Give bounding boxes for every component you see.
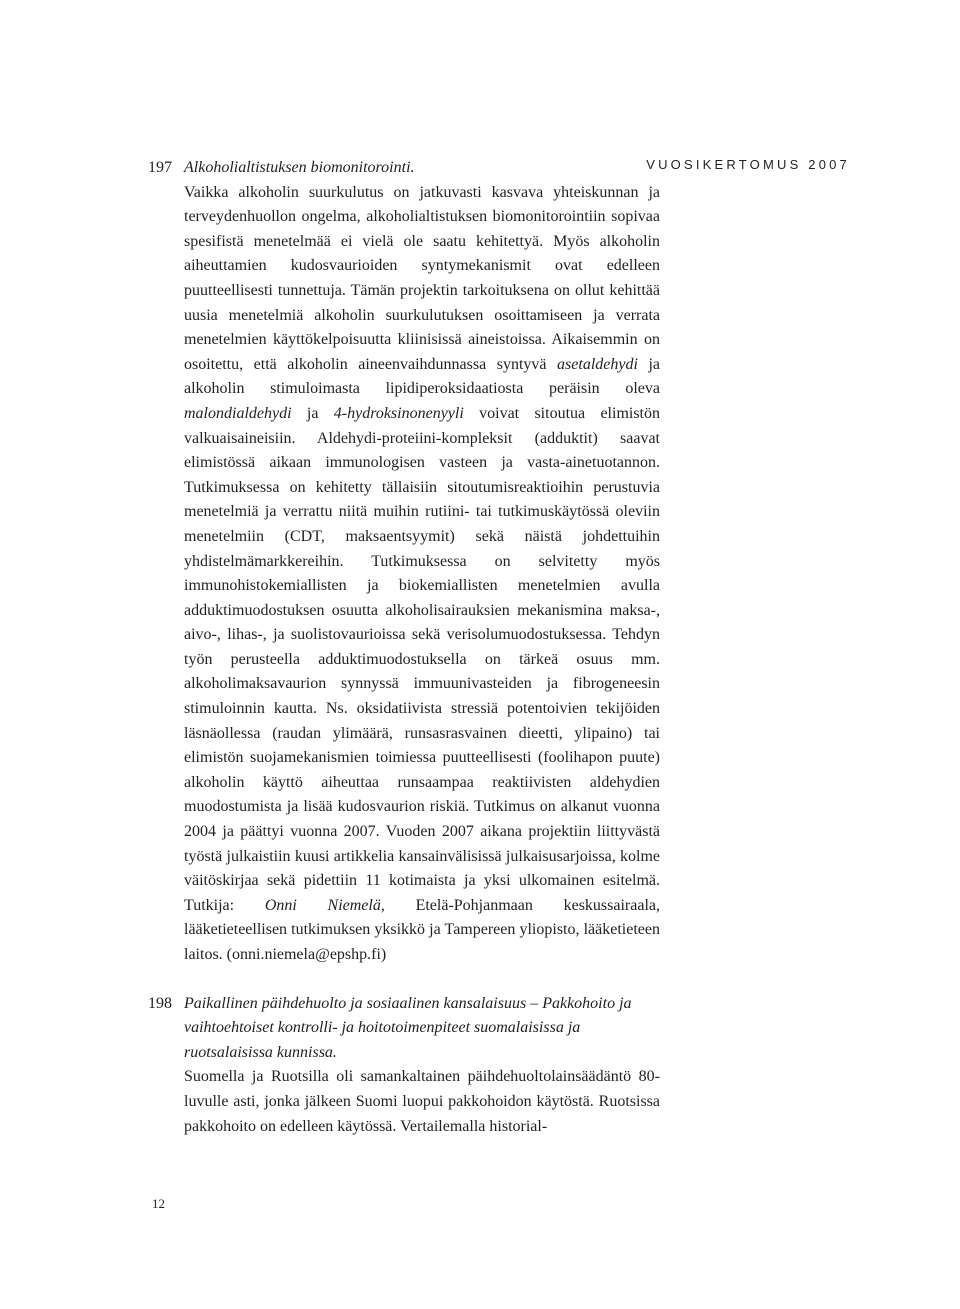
researcher-name: Onni Niemelä (264, 896, 381, 914)
page-number: 12 (152, 1196, 165, 1211)
entry-198 (148, 992, 660, 1140)
entry-body (184, 1065, 660, 1139)
body-text: ja (291, 404, 334, 422)
entry-body (184, 181, 660, 968)
entry-title: Alkoholialtistuksen biomonitorointi. (184, 159, 415, 176)
running-head: VUOSIKERTOMUS 2007 (646, 157, 850, 172)
body-text: voivat sitoutua elimistön valkuaisaineisiin. Aldehydi-proteiini-kompleksit (adduktit) saavat elimistössä aikaan immunologisen vasteen ja vasta-ainetuotannon. Tutkimuksessa on kehitetty tällaisiin sitoutumisreaktioihin perustuvia menetelmiä ja verrattu niitä muihin rutiini- tai tutkimuskäytössä oleviin menetelmiin (CDT, maksaentsyymit) sekä näistä johdettuihin yhdistelmämarkkereihin. Tutkimuksessa on selvitetty myös immunohistokemiallisten ja biokemiallisten menetelmien avulla adduktimuodostuksen osuutta alkoholisairauksien mekanismina maksa-, aivo-, lihas-, ja suolistovaurioissa sekä verisolumuodostuksessa. Tehdyn työn perusteella adduktimuodostuksella on tärkeä osuus mm. alkoholimaksavaurion synnyssä immuunivasteiden ja fibrogeneesin stimuloinnin kautta. Ns. oksidatiivista stressiä potentoivien tekijöiden läsnäollessa (raudan ylimäärä, runsasrasvainen dieetti, ylipaino) tai elimistön suojamekanismien toimiessa puutteellisesti (foolihapon puute) alkoholin käyttö aiheuttaa runsaampaa reaktiivisten aldehydien muodostumista ja lisää kudosvaurion riskiä. Tutkimus on alkanut vuonna 2004 ja päättyi vuonna 2007. Vuoden 2007 aikana projektiin liittyvästä työstä julkaistiin kuusi artikkelia kansainvälisissä julkaisusarjoissa, kolme väitöskirjaa sekä pidettiin 11 kotimaista ja yksi ulkomainen esitelmä. Tutkija: (184, 404, 661, 914)
body-emphasis: 4-hydroksinonenyyli (333, 404, 464, 422)
body-text: Suomella ja Ruotsilla oli samankaltainen päihdehuoltolainsäädäntö 80-luvulle asti, jonka jälkeen Suomi luopui pakkohoidon käytöstä. Ruotsissa pakkohoito on edelleen käytössä. Vertailemalla historial- (184, 1068, 660, 1135)
body-text: , Etelä-Pohjanmaan keskussairaala, lääketieteellisen tutkimuksen yksikkö ja Tampereen yliopisto, lääketieteen laitos. (onni.niemela@epshp.fi) (184, 896, 660, 963)
body-emphasis: asetaldehydi (557, 355, 638, 373)
entry-number: 198 (148, 994, 172, 1012)
body-emphasis: malondialdehydi (184, 404, 292, 422)
entry-title: Paikallinen päihdehuolto ja sosiaalinen kansalaisuus – Pakkohoito ja vaihtoehtoiset kontrolli- ja hoitotoimenpiteet suomalaisissa ja ruotsalaisissa kunnissa. (184, 994, 632, 1061)
entry-number: 197 (148, 159, 172, 176)
body-text: ja alkoholin stimuloimasta lipidiperoksidaatiosta peräisin oleva (184, 355, 661, 398)
text-column (148, 156, 660, 1139)
entry-197 (148, 156, 660, 968)
body-text: Vaikka alkoholin suurkulutus on jatkuvasti kasvava yhteiskunnan ja terveydenhuollon ongelma, alkoholialtistuksen biomonitorointiin sopivaa spesifistä menetelmää ei vielä ole saatu kehitettyä. Myös alkoholin aiheuttamien kudosvaurioiden syntymekanismit ovat edelleen puutteellisesti tunnettuja. Tämän projektin tarkoituksena on ollut kehittää uusia menetelmiä alkoholin suurkulutuksen osoittamiseen ja verrata menetelmien käyttökelpoisuutta kliinisissä aineistoissa. Aikaisemmin on osoitettu, että alkoholin aineenvaihdunnassa syntyvä (184, 183, 660, 373)
